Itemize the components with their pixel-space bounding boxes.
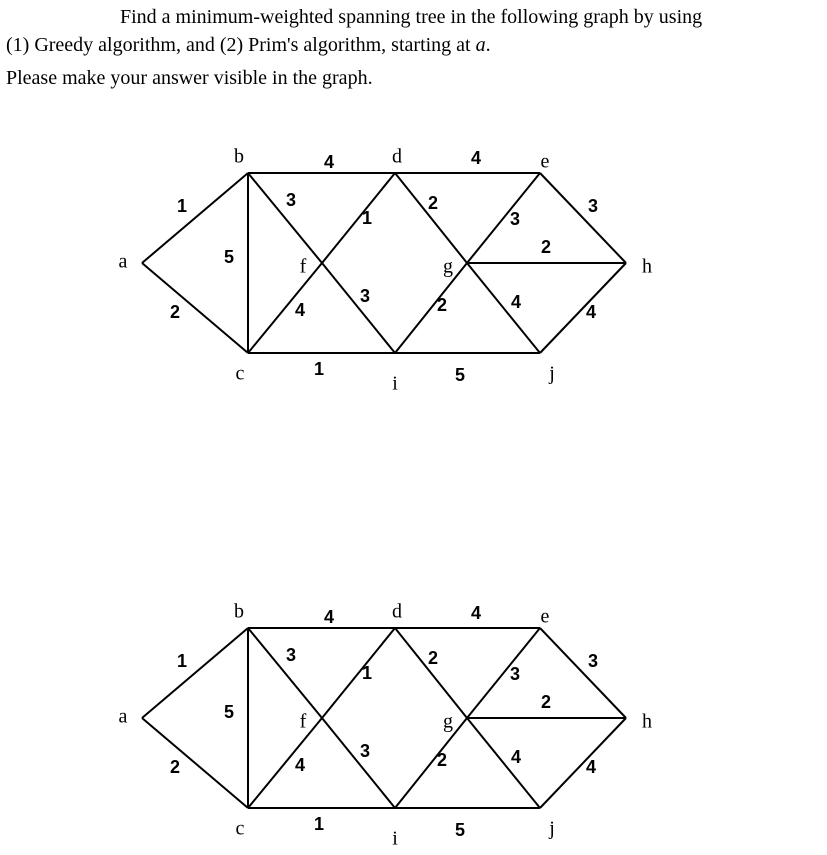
greedy-vertex-i: i	[392, 372, 398, 395]
prim-weight-d-e: 4	[470, 602, 482, 623]
problem-line-2-prefix: (1) Greedy algorithm, and (2) Prim's algorithm, starting at	[6, 34, 476, 56]
prim-edge-d-g	[395, 628, 467, 718]
greedy-vertex-g: g	[443, 255, 453, 278]
problem-line-3: Please make your answer visible in the graph.	[6, 67, 373, 89]
prim-weight-a-b: 1	[176, 650, 188, 671]
greedy-weight-g-e: 3	[509, 208, 521, 229]
prim-edge-g-e	[467, 628, 540, 718]
prim-edge-a-c	[142, 718, 248, 808]
prim-weight-e-h: 3	[587, 650, 599, 671]
greedy-edge-f-d	[322, 173, 395, 263]
greedy-edge-f-i	[322, 263, 395, 353]
problem-line-1: Find a minimum-weighted spanning tree in the following graph by using	[120, 6, 703, 28]
prim-vertex-i: i	[392, 827, 398, 850]
graph-prim	[0, 590, 827, 850]
greedy-vertex-c: c	[235, 362, 245, 385]
greedy-edge-a-c	[142, 263, 248, 353]
prim-weight-g-i: 2	[436, 749, 448, 770]
graph-greedy	[0, 135, 827, 395]
greedy-vertex-j: j	[549, 362, 555, 385]
greedy-edge-g-e	[467, 173, 540, 263]
prim-weight-i-j: 5	[454, 819, 466, 840]
greedy-edge-c-f	[248, 263, 322, 353]
graph-prim-svg	[0, 590, 827, 850]
prim-edge-e-h	[540, 628, 626, 718]
greedy-weight-f-i: 3	[359, 285, 371, 306]
problem-start-vertex: a	[475, 34, 486, 56]
prim-weight-g-h: 2	[540, 691, 552, 712]
prim-vertex-c: c	[235, 817, 245, 840]
prim-edge-g-j	[467, 718, 540, 808]
greedy-weight-g-h: 2	[540, 236, 552, 257]
prim-vertex-d: d	[392, 600, 402, 623]
greedy-vertex-f: f	[299, 255, 307, 278]
prim-vertex-j: j	[549, 817, 555, 840]
greedy-vertex-a: a	[118, 250, 128, 273]
greedy-edge-g-j	[467, 263, 540, 353]
greedy-weight-b-c: 5	[223, 246, 235, 267]
greedy-weight-f-d: 1	[361, 207, 373, 228]
prim-vertex-a: a	[118, 705, 128, 728]
prim-edge-c-f	[248, 718, 322, 808]
prim-weight-c-f: 4	[294, 754, 306, 775]
greedy-edge-g-i	[395, 263, 467, 353]
greedy-edge-b-f	[248, 173, 322, 263]
prim-vertex-h: h	[642, 710, 652, 733]
prim-vertex-g: g	[443, 710, 453, 733]
greedy-vertex-e: e	[540, 150, 550, 173]
greedy-vertex-h: h	[642, 255, 652, 278]
prim-vertex-b: b	[234, 600, 244, 623]
greedy-edge-d-g	[395, 173, 467, 263]
prim-vertex-f: f	[299, 710, 307, 733]
prim-weight-j-h: 4	[585, 756, 597, 777]
greedy-weight-a-b: 1	[176, 195, 188, 216]
greedy-weight-i-j: 5	[454, 364, 466, 385]
prim-edge-f-i	[322, 718, 395, 808]
prim-vertex-e: e	[540, 605, 550, 628]
greedy-vertex-d: d	[392, 145, 402, 168]
prim-weight-g-e: 3	[509, 663, 521, 684]
prim-edge-f-d	[322, 628, 395, 718]
greedy-weight-j-h: 4	[585, 301, 597, 322]
prim-weight-b-f: 3	[285, 644, 297, 665]
greedy-weight-d-e: 4	[470, 147, 482, 168]
prim-weight-a-c: 2	[169, 756, 181, 777]
greedy-weight-c-i: 1	[313, 358, 325, 379]
prim-edge-b-f	[248, 628, 322, 718]
prim-edge-j-h	[540, 718, 626, 808]
prim-edge-g-i	[395, 718, 467, 808]
greedy-edge-e-h	[540, 173, 626, 263]
greedy-weight-g-j: 4	[510, 291, 522, 312]
greedy-weight-e-h: 3	[587, 195, 599, 216]
greedy-weight-b-d: 4	[323, 151, 335, 172]
prim-weight-d-g: 2	[427, 647, 439, 668]
problem-line-2	[6, 31, 491, 59]
greedy-vertex-b: b	[234, 145, 244, 168]
greedy-edge-j-h	[540, 263, 626, 353]
greedy-weight-c-f: 4	[294, 299, 306, 320]
prim-weight-b-c: 5	[223, 701, 235, 722]
greedy-weight-a-c: 2	[169, 301, 181, 322]
graph-greedy-svg	[0, 135, 827, 395]
prim-weight-g-j: 4	[510, 746, 522, 767]
greedy-weight-d-g: 2	[427, 192, 439, 213]
prim-weight-f-i: 3	[359, 740, 371, 761]
prim-weight-b-d: 4	[323, 606, 335, 627]
prim-weight-c-i: 1	[313, 813, 325, 834]
problem-line-2-suffix: .	[485, 34, 491, 56]
greedy-weight-b-f: 3	[285, 189, 297, 210]
greedy-weight-g-i: 2	[436, 294, 448, 315]
prim-weight-f-d: 1	[361, 662, 373, 683]
